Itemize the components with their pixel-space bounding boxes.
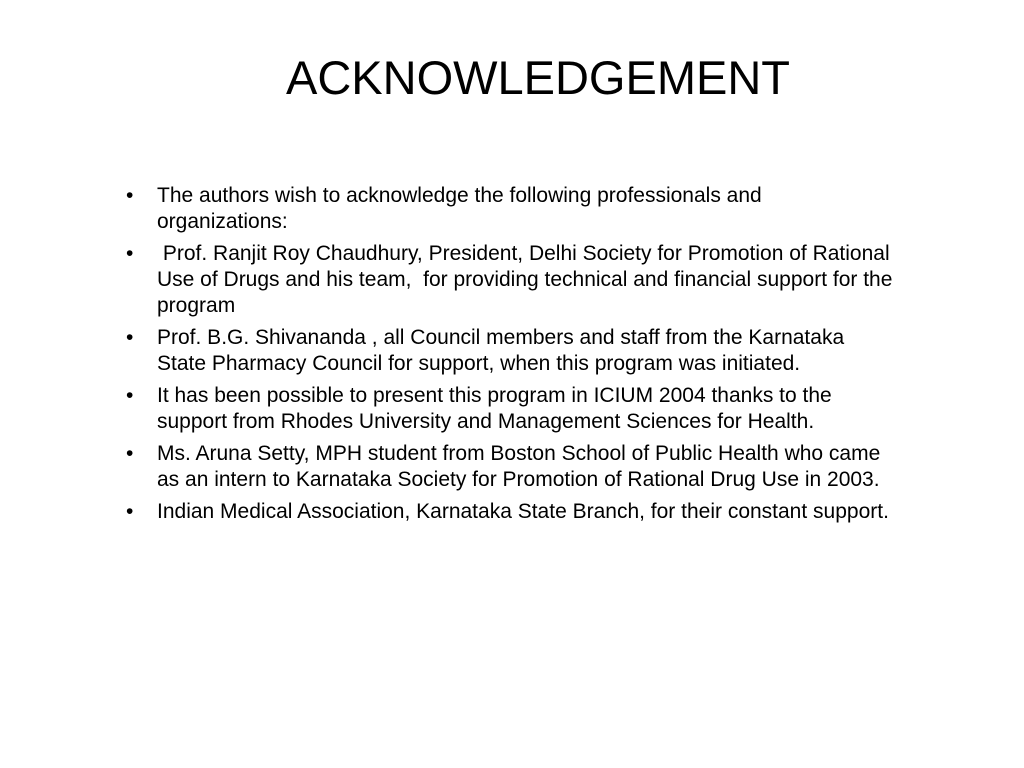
bullet-icon: • (126, 326, 134, 349)
bullet-item (126, 183, 896, 235)
bullet-text: Prof. Ranjit Roy Chaudhury, President, Delhi Society for Promotion of Rational Use of Drugs and his team, for providing technical and financial support for the program (157, 242, 899, 317)
bullet-text: Prof. B.G. Shivananda , all Council members and staff from the Karnataka State Pharmacy Council for support, when this program was initiated. (157, 326, 850, 375)
bullet-item (126, 325, 896, 377)
bullet-icon: • (126, 384, 134, 407)
slide-title: ACKNOWLEDGEMENT (286, 51, 790, 104)
bullet-icon: • (126, 500, 134, 523)
bullet-item (126, 383, 896, 435)
bullet-list (126, 183, 899, 531)
bullet-text: It has been possible to present this program in ICIUM 2004 thanks to the support from Rhodes University and Management Sciences for Health. (157, 384, 838, 433)
bullet-item (126, 241, 899, 319)
bullet-text: Ms. Aruna Setty, MPH student from Boston School of Public Health who came as an intern to Karnataka Society for Promotion of Rational Drug Use in 2003. (157, 442, 887, 491)
bullet-item (126, 499, 896, 525)
bullet-text: The authors wish to acknowledge the following professionals and organizations: (157, 184, 768, 233)
bullet-text: Indian Medical Association, Karnataka State Branch, for their constant support. (157, 500, 889, 523)
bullet-icon: • (126, 242, 134, 265)
bullet-item (126, 441, 896, 493)
bullet-icon: • (126, 184, 134, 207)
bullet-icon: • (126, 442, 134, 465)
